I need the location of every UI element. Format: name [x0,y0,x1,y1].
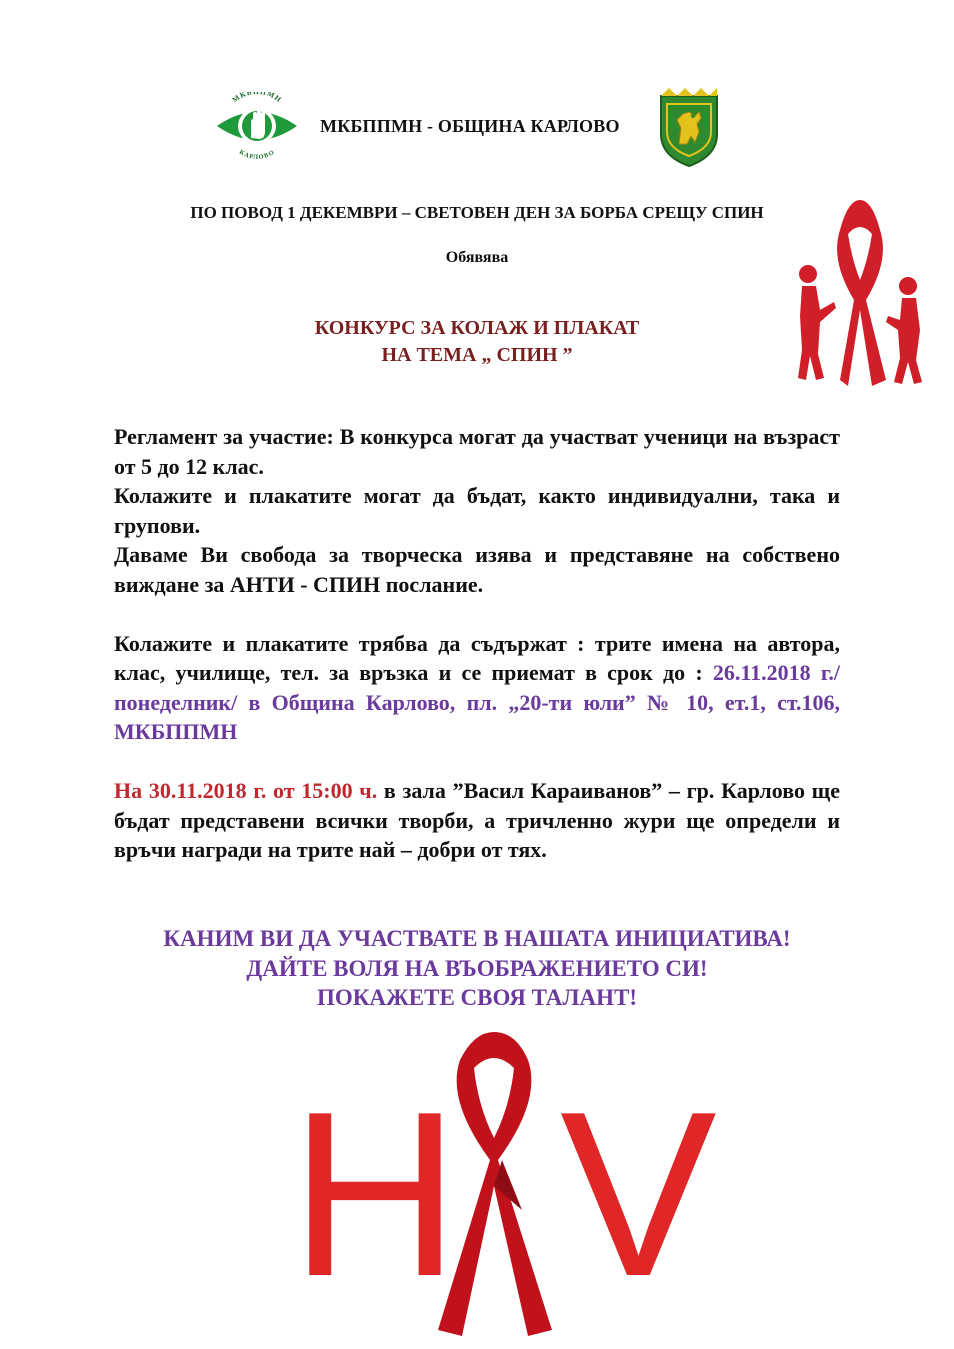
closing-line1: КАНИМ ВИ ДА УЧАСТВАТЕ В НАШАТА ИНИЦИАТИВА! [163,926,791,951]
rules-freedom: Даваме Ви свобода за творческа изява и представяне на собствено виждане за АНТИ - СПИН послание. [114,542,840,597]
contest-title-line1: КОНКУРС ЗА КОЛАЖ И ПЛАКАТ [314,317,640,339]
contest-rules [114,422,840,865]
hiv-letter-h: H [290,1062,460,1325]
closing-call [0,924,954,1013]
karlovo-crest-icon [655,86,723,168]
svg-text:МКБППМН: МКБ ПМН [230,92,284,105]
rules-format: Колажите и плакатите могат да бъдат, както индивидуални, така и групови. [114,483,840,538]
hiv-letter-v: V [560,1062,717,1325]
mkbppmn-logo [214,92,300,162]
occasion-heading: ПО ПОВОД 1 ДЕКЕМВРИ – СВЕТОВЕН ДЕН ЗА БОРБА СРЕЩУ СПИН [190,203,764,222]
announce-label: Обявява [445,249,509,266]
rules-participation: Регламент за участие: В конкурса могат да участват ученици на възраст от 5 до 12 клас. [114,424,840,479]
org-title: МКБППМН - ОБЩИНА КАРЛОВО [320,116,620,136]
closing-line2: ДАЙТЕ ВОЛЯ НА ВЪОБРАЖЕНИЕТО СИ! [246,955,708,981]
rules-award-event: На 30.11.2018 г. от 15:00 ч. в зала ”Васил Караиванов” – гр. Карлово ще бъдат представени всички творби, а тричленно жури ще определи и връчи награди на трите най – добри от тях. [114,778,840,862]
event-date-time: На 30.11.2018 г. от 15:00 ч. [114,778,378,803]
ribbon-figures-image [790,190,930,400]
contest-title-line2: НА ТЕМА „ СПИН ” [381,344,573,366]
submission-deadline-address: 26.11.2018 г./понеделник/ в Община Карлово, пл. „20-ти юли” № 10, ет.1, ст.106, МКБППМН [114,660,840,744]
svg-text:КАРЛОВО: КАРЛОВО [237,148,277,162]
closing-line3: ПОКАЖЕТЕ СВОЯ ТАЛАНТ! [316,985,638,1010]
rules-submission: Колажите и плакатите трябва да съдържат : трите имена на автора, клас, училище, тел. за връзка и се приемат в срок до : 26.11.2018 г./понеделник/ в Община Карлово, пл. „20-ти юли” № 10, ет.1, ст.106, МКБППМН [114,630,840,744]
hiv-ribbon-image [270,1010,730,1340]
